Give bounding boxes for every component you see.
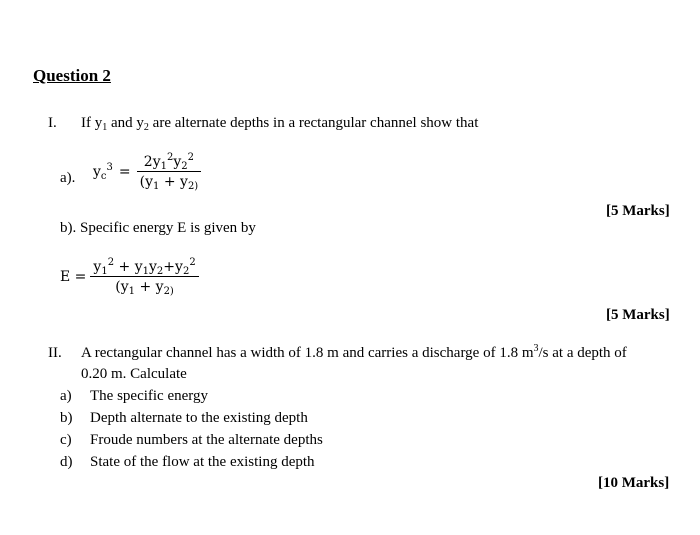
eq-a-equals: = [118, 164, 131, 180]
part-2-item-c-label: c) [60, 432, 72, 448]
part-2-text-line2: 0.20 m. Calculate [81, 366, 187, 382]
eq-a-lhs: $y_c^3$ [93, 162, 113, 182]
part-2-item-d-text: State of the flow at the existing depth [90, 454, 315, 470]
equation-yc-cubed [93, 154, 201, 190]
part-2-item-a-label: a) [60, 388, 72, 404]
eq-a-denominator: ($y_1 + y_{2)}$ [137, 171, 202, 190]
part-2-text-line1: A rectangular channel has a width of 1.8 m and carries a discharge of 1.8 $m^3/s$ at a depth of [81, 343, 627, 361]
part-1-text: If $y_1$ and $y_2$ are alternate depths in a rectangular channel show that [81, 115, 479, 133]
eq-b-lhs: E = [60, 269, 87, 285]
eq-a-fraction [137, 154, 202, 190]
part-1b-text: b). Specific energy E is given by [60, 220, 256, 236]
part-2-item-a-text: The specific energy [90, 388, 209, 404]
question-title: Question 2 [33, 66, 111, 85]
eq-b-denominator: ($y_1 + y_{2)}$ [90, 276, 198, 295]
part-2-item-b-text: Depth alternate to the existing depth [90, 410, 308, 426]
part-2-numeral: II. [48, 345, 62, 361]
part-1-numeral: I. [48, 115, 57, 131]
part-2-item-c-text: Froude numbers at the alternate depths [90, 432, 323, 448]
part-2-item-b-label: b) [60, 410, 73, 426]
marks-part-2: [10 Marks] [598, 475, 670, 491]
eq-a-numerator: $2y_1^2y_2^2$ [143, 152, 195, 172]
equation-specific-energy [60, 259, 199, 295]
part-1a-label: a). [60, 170, 76, 186]
part-2-item-d-label: d) [60, 454, 73, 470]
eq-b-numerator: $y_1^2 + y_1y_2+y_2^2$ [93, 257, 196, 277]
marks-part-1b: [5 Marks] [606, 307, 670, 323]
marks-part-1a: [5 Marks] [606, 203, 670, 219]
eq-b-fraction [90, 259, 198, 295]
